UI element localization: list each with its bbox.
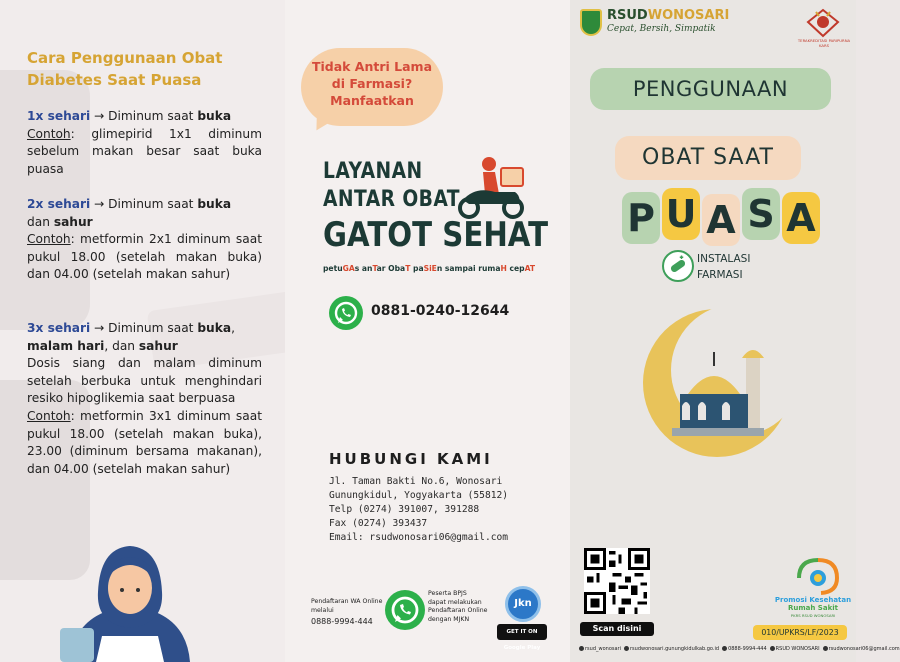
dosing-block-3: 3x sehari → Diminum saat buka, malam hari, dan sahur Dosis siang dan malam diminum setelah berbuka untuk menghindari resiko hipoglikemia saat berpuasa Contoh: metformin 3x1 diminum saat pukul 18.00 (setelah makan buka), 23.00 (diminum bersama makanan), dan 04.00 (setelah makan sahur) bbox=[27, 321, 262, 476]
contact-email[interactable]: Email: rsudwonosari06@gmail.com bbox=[329, 532, 509, 543]
footer-bullet-icon bbox=[624, 646, 629, 651]
crescent-mosque-illustration bbox=[642, 308, 792, 458]
left-title: Cara Penggunaan Obat Diabetes Saat Puasa bbox=[27, 49, 223, 89]
puasa-letter-tile: S bbox=[742, 188, 780, 240]
acronym-segment: GA bbox=[342, 264, 355, 273]
dosing-block-2: 2x sehari → Diminum saat buka dan sahur Contoh: metformin 2x1 diminum saat pukul 18.00 (setelah makan buka) dan 04.00 (setelah makan sahur) bbox=[27, 197, 262, 282]
footer-item[interactable]: RSUD WONOSARI bbox=[775, 646, 820, 652]
pharmacist-illustration bbox=[60, 532, 200, 662]
puasa-letter-tile: P bbox=[622, 192, 660, 244]
title-puasa bbox=[622, 188, 822, 242]
pill-icon bbox=[664, 252, 692, 280]
pharmacy-icon bbox=[662, 250, 694, 282]
acronym-segment: AT bbox=[524, 264, 536, 273]
acronym-segment: n sampai ruma bbox=[436, 264, 501, 273]
footer-bullet-icon bbox=[823, 646, 828, 651]
puasa-letter-tile: A bbox=[702, 194, 740, 246]
acronym-segment: petu bbox=[323, 264, 343, 273]
acronym-segment: H bbox=[500, 264, 507, 273]
instalasi-farmasi: INSTALASI FARMASI bbox=[697, 253, 751, 281]
pkrs-text: Promosi Kesehatan Rumah Sakit PKRS RSUD WONOSARI bbox=[774, 596, 852, 618]
footer-bullet-icon bbox=[770, 646, 775, 651]
whatsapp-icon[interactable] bbox=[329, 296, 363, 330]
middle-panel bbox=[285, 0, 570, 662]
hospital-name: RSUDWONOSARI bbox=[607, 8, 730, 23]
service-acronym bbox=[323, 264, 535, 273]
title-penggunaan: PENGGUNAAN bbox=[590, 68, 831, 110]
whatsapp-glyph-icon bbox=[385, 590, 425, 630]
delivery-motorbike-icon bbox=[455, 152, 527, 222]
contact-address: Jl. Taman Bakti No.6, Wonosari Gunungkidul, Yogyakarta (55812) Telp (0274) 391007, 391288 Fax (0274) 393437 Email: rsudwonosari06@gmail.com bbox=[329, 475, 549, 545]
puasa-letter-tile: A bbox=[782, 192, 820, 244]
wa-registration-number[interactable]: 0888-9994-444 bbox=[311, 617, 373, 626]
footer-bullet-icon bbox=[579, 646, 584, 651]
service-subtitle: LAYANAN ANTAR OBAT bbox=[323, 159, 460, 212]
kars-text: TERAKREDITASI PARIPURNA KARS bbox=[797, 38, 851, 48]
mobile-jkn-icon[interactable]: Jkn bbox=[505, 586, 541, 622]
delivery-phone-number[interactable]: 0881-0240-12644 bbox=[371, 303, 510, 319]
service-name: GATOT SEHAT bbox=[323, 215, 549, 255]
kars-accreditation-icon bbox=[806, 8, 840, 38]
hospital-tagline: Cepat, Bersih, Simpatik bbox=[607, 24, 716, 34]
pkrs-logo-icon bbox=[793, 556, 843, 596]
contact-telp: Telp (0274) 391007, 391288 bbox=[329, 504, 480, 515]
acronym-segment: ar Oba bbox=[376, 264, 406, 273]
acronym-segment: pa bbox=[410, 264, 424, 273]
whatsapp-registration-icon[interactable] bbox=[385, 590, 425, 630]
footer-item[interactable]: rsudwonosari06@gmail.com bbox=[828, 646, 900, 652]
acronym-segment: cep bbox=[506, 264, 525, 273]
whatsapp-glyph-icon bbox=[329, 296, 363, 330]
contact-fax: Fax (0274) 393437 bbox=[329, 518, 428, 529]
contact-heading: HUBUNGI KAMI bbox=[329, 450, 493, 468]
footer-contacts bbox=[576, 646, 900, 652]
puasa-letter-tile: U bbox=[662, 188, 700, 240]
acronym-segment: T bbox=[372, 264, 377, 273]
right-panel bbox=[570, 0, 900, 662]
document-code: 010/UPKRS/LF/2023 bbox=[753, 625, 847, 640]
acronym-segment: s an bbox=[354, 264, 373, 273]
dosing-block-1: 1x sehari → Diminum saat buka Contoh: glimepirid 1x1 diminum sebelum makan besar saat buka puasa bbox=[27, 109, 262, 176]
scan-label: Scan disini bbox=[580, 622, 654, 636]
title-obat-saat: OBAT SAAT bbox=[615, 136, 801, 180]
wa-registration-text: Pendaftaran WA Online melalui bbox=[311, 598, 383, 614]
acronym-segment: T bbox=[405, 264, 411, 273]
acronym-segment: SiE bbox=[423, 264, 437, 273]
gunungkidul-crest-icon bbox=[580, 9, 602, 36]
google-play-badge[interactable]: GET IT ON Google Play bbox=[497, 624, 547, 640]
footer-item[interactable]: 0888-9994-444 bbox=[728, 646, 767, 652]
left-panel bbox=[0, 0, 285, 662]
footer-item[interactable]: rsud_wonosari bbox=[585, 646, 621, 652]
footer-item[interactable]: rsudwonosari.gunungkidulkab.go.id bbox=[630, 646, 720, 652]
footer-bullet-icon bbox=[722, 646, 727, 651]
qr-code[interactable] bbox=[584, 548, 650, 614]
bpjs-text: Peserta BPJS dapat melakukan Pendaftaran Online dengan MJKN bbox=[428, 590, 488, 623]
bubble-text: Tidak Antri Lama di Farmasi? Manfaatkan bbox=[311, 59, 433, 108]
